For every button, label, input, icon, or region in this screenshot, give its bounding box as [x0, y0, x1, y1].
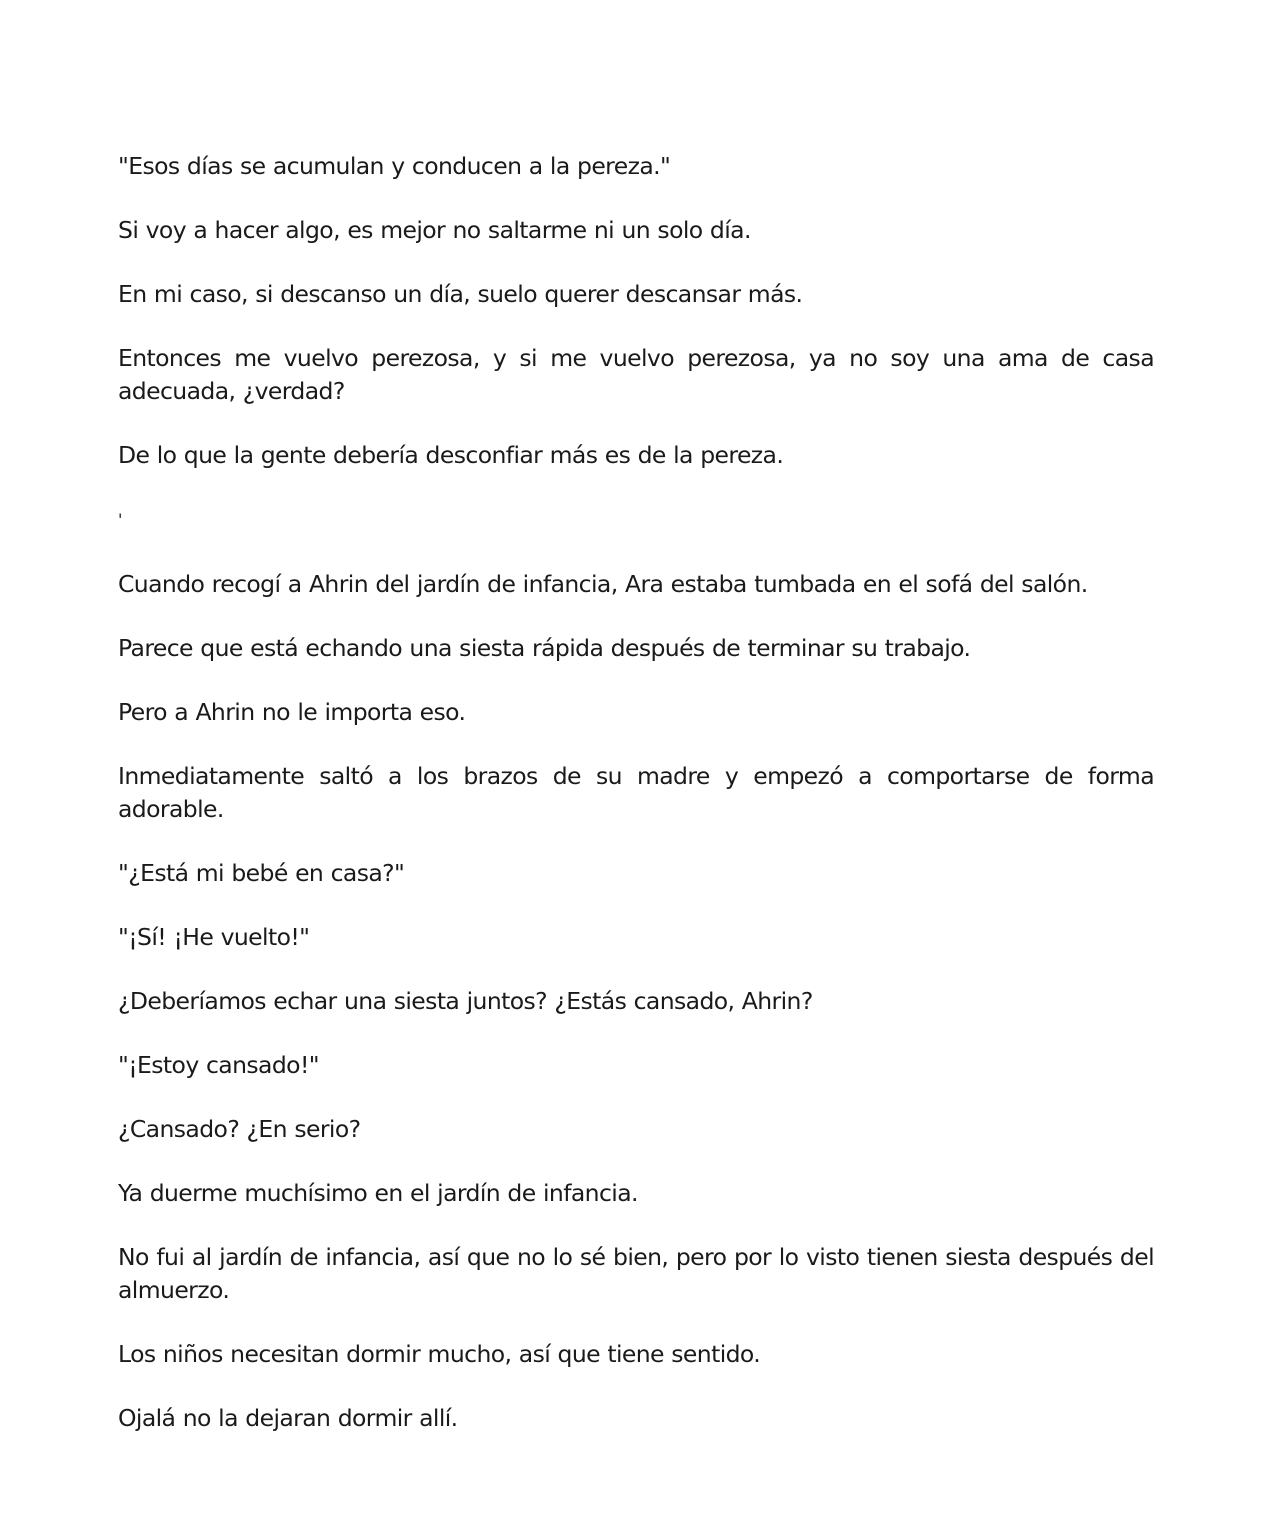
- paragraph: "Esos días se acumulan y conducen a la pereza.": [118, 152, 671, 180]
- paragraph: ¿Deberíamos echar una siesta juntos? ¿Estás cansado, Ahrin?: [118, 987, 813, 1015]
- paragraph: Cuando recogí a Ahrin del jardín de infancia, Ara estaba tumbada en el sofá del salón.: [118, 570, 1088, 598]
- paragraph: No fui al jardín de infancia, así que no lo sé bien, pero por lo visto tienen siesta después del almuerzo.: [118, 1243, 1154, 1304]
- document-body: [118, 150, 1154, 1466]
- paragraph: ¿Cansado? ¿En serio?: [118, 1115, 361, 1143]
- paragraph: "¡Sí! ¡He vuelto!": [118, 923, 310, 951]
- paragraph: Inmediatamente saltó a los brazos de su madre y empezó a comportarse de forma adorable.: [118, 762, 1154, 823]
- paragraph: Los niños necesitan dormir mucho, así que tiene sentido.: [118, 1340, 761, 1368]
- paragraph: De lo que la gente debería desconfiar más es de la pereza.: [118, 441, 784, 469]
- paragraph: Ya duerme muchísimo en el jardín de infancia.: [118, 1179, 638, 1207]
- paragraph: Si voy a hacer algo, es mejor no saltarme ni un solo día.: [118, 216, 751, 244]
- paragraph: Entonces me vuelvo perezosa, y si me vuelvo perezosa, ya no soy una ama de casa adecuada, ¿verdad?: [118, 344, 1154, 405]
- paragraph: "¿Está mi bebé en casa?": [118, 859, 405, 887]
- paragraph: En mi caso, si descanso un día, suelo querer descansar más.: [118, 280, 803, 308]
- paragraph: Ojalá no la dejaran dormir allí.: [118, 1404, 458, 1432]
- scene-break-mark: ': [118, 510, 123, 529]
- paragraph: Pero a Ahrin no le importa eso.: [118, 698, 466, 726]
- paragraph: "¡Estoy cansado!": [118, 1051, 319, 1079]
- paragraph: Parece que está echando una siesta rápida después de terminar su trabajo.: [118, 634, 971, 662]
